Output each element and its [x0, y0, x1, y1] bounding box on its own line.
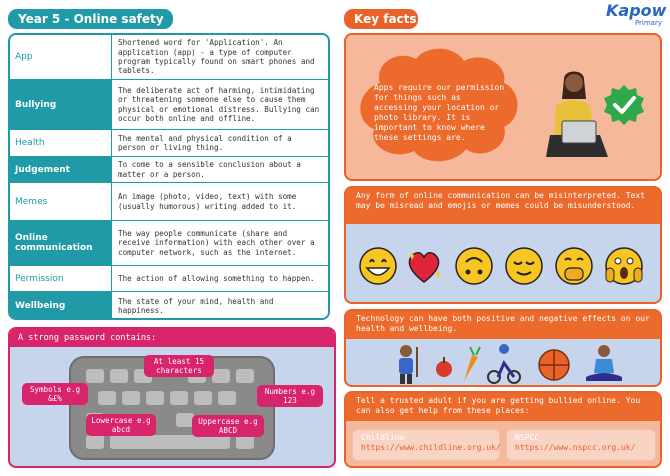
help-panel — [344, 391, 662, 468]
term-app: App — [15, 52, 33, 62]
cyclist-icon — [488, 344, 520, 383]
childline-link[interactable]: https://www.childline.org.uk/ — [361, 443, 501, 452]
tag-symbols: Symbols e.g &£% — [22, 383, 88, 405]
wellbeing-illustrations — [386, 341, 626, 385]
term-bullying: Bullying — [10, 80, 111, 129]
term-permission: Permission — [15, 273, 64, 284]
nspcc-name: NSPCC — [515, 433, 540, 442]
definition-permission: The action of allowing something to happen. — [111, 266, 328, 291]
nspcc-link[interactable]: https://www.nspcc.org.uk/ — [515, 443, 636, 452]
table-row — [10, 80, 328, 130]
definition-wellbeing: The state of your mind, health and happiness. — [111, 292, 328, 320]
brand-name: Kapow — [606, 1, 667, 20]
table-row — [10, 292, 328, 320]
hand-over-mouth-icon — [554, 246, 594, 286]
emoji-panel — [344, 186, 662, 304]
check-badge-icon — [602, 83, 646, 127]
key-facts-title: Key facts — [344, 9, 418, 29]
artist-icon — [399, 345, 418, 384]
fact-trusted-adult: Tell a trusted adult if you are getting bullied online. You can also get help from these places: — [346, 393, 660, 421]
definition-app: Shortened word for 'Application'. An application (app) - a type of computer program typically found on smart phones and tablets. — [111, 35, 328, 79]
term-wellbeing: Wellbeing — [10, 292, 111, 320]
definition-judgement: To come to a sensible conclusion about a matter or a person. — [111, 157, 328, 182]
fact-wellbeing: Technology can have both positive and negative effects on our health and wellbeing. — [346, 311, 660, 339]
sparkling-heart-icon — [404, 246, 444, 286]
brand-sub: Primary — [634, 19, 662, 27]
page-title: Year 5 - Online safety — [8, 9, 173, 29]
fact-permission: Apps require our permission for things such as accessing your location or photo library. It is important to know where these settings are. — [374, 83, 505, 142]
table-row — [10, 157, 328, 183]
password-heading: A strong password contains: — [10, 329, 334, 347]
kapow-logo — [606, 1, 667, 32]
tag-uppercase: Uppercase e.g ABCD — [192, 415, 264, 437]
table-row — [10, 221, 328, 266]
tag-numbers: Numbers e.g 123 — [257, 385, 323, 407]
apple-icon — [436, 357, 452, 377]
help-nspcc[interactable] — [506, 429, 656, 461]
table-row — [10, 130, 328, 157]
carrot-icon — [464, 347, 480, 381]
password-box — [8, 327, 336, 468]
tag-length: At least 15 characters — [144, 355, 214, 377]
wellbeing-panel — [344, 309, 662, 387]
upside-down-face-icon — [454, 246, 494, 286]
relieved-face-icon — [504, 246, 544, 286]
screaming-face-icon — [604, 246, 644, 286]
definition-health: The mental and physical condition of a person or living thing. — [111, 130, 328, 156]
definition-online-communication: The way people communicate (share and receive information) with each other over a computer network, such as the internet. — [111, 221, 328, 265]
term-memes: Memes — [15, 196, 48, 207]
emoji-row — [358, 246, 658, 286]
permission-panel — [344, 33, 662, 181]
basketball-icon — [539, 350, 569, 380]
fact-misinterpreted: Any form of online communication can be misinterpreted. Text may be misread and emojis or memes could be misunderstood. — [346, 188, 660, 224]
table-row — [10, 35, 328, 80]
term-judgement: Judgement — [10, 157, 111, 182]
term-online-communication: Online communication — [10, 221, 111, 265]
definition-bullying: The deliberate act of harming, intimidating or threatening someone else to cause them physical or emotional distress. Bullying can occur both online and offline. — [111, 80, 328, 129]
definition-memes: An image (photo, video, text) with some (usually humorous) writing added to it. — [111, 183, 328, 220]
grinning-emoji-icon — [358, 246, 398, 286]
meditation-icon — [586, 345, 622, 381]
tag-lowercase: Lowercase e.g abcd — [86, 414, 156, 436]
table-row — [10, 183, 328, 221]
childline-name: Childline — [361, 433, 405, 442]
table-row — [10, 266, 328, 292]
vocabulary-table — [8, 33, 330, 320]
term-health: Health — [15, 138, 45, 148]
help-childline[interactable] — [352, 429, 500, 461]
